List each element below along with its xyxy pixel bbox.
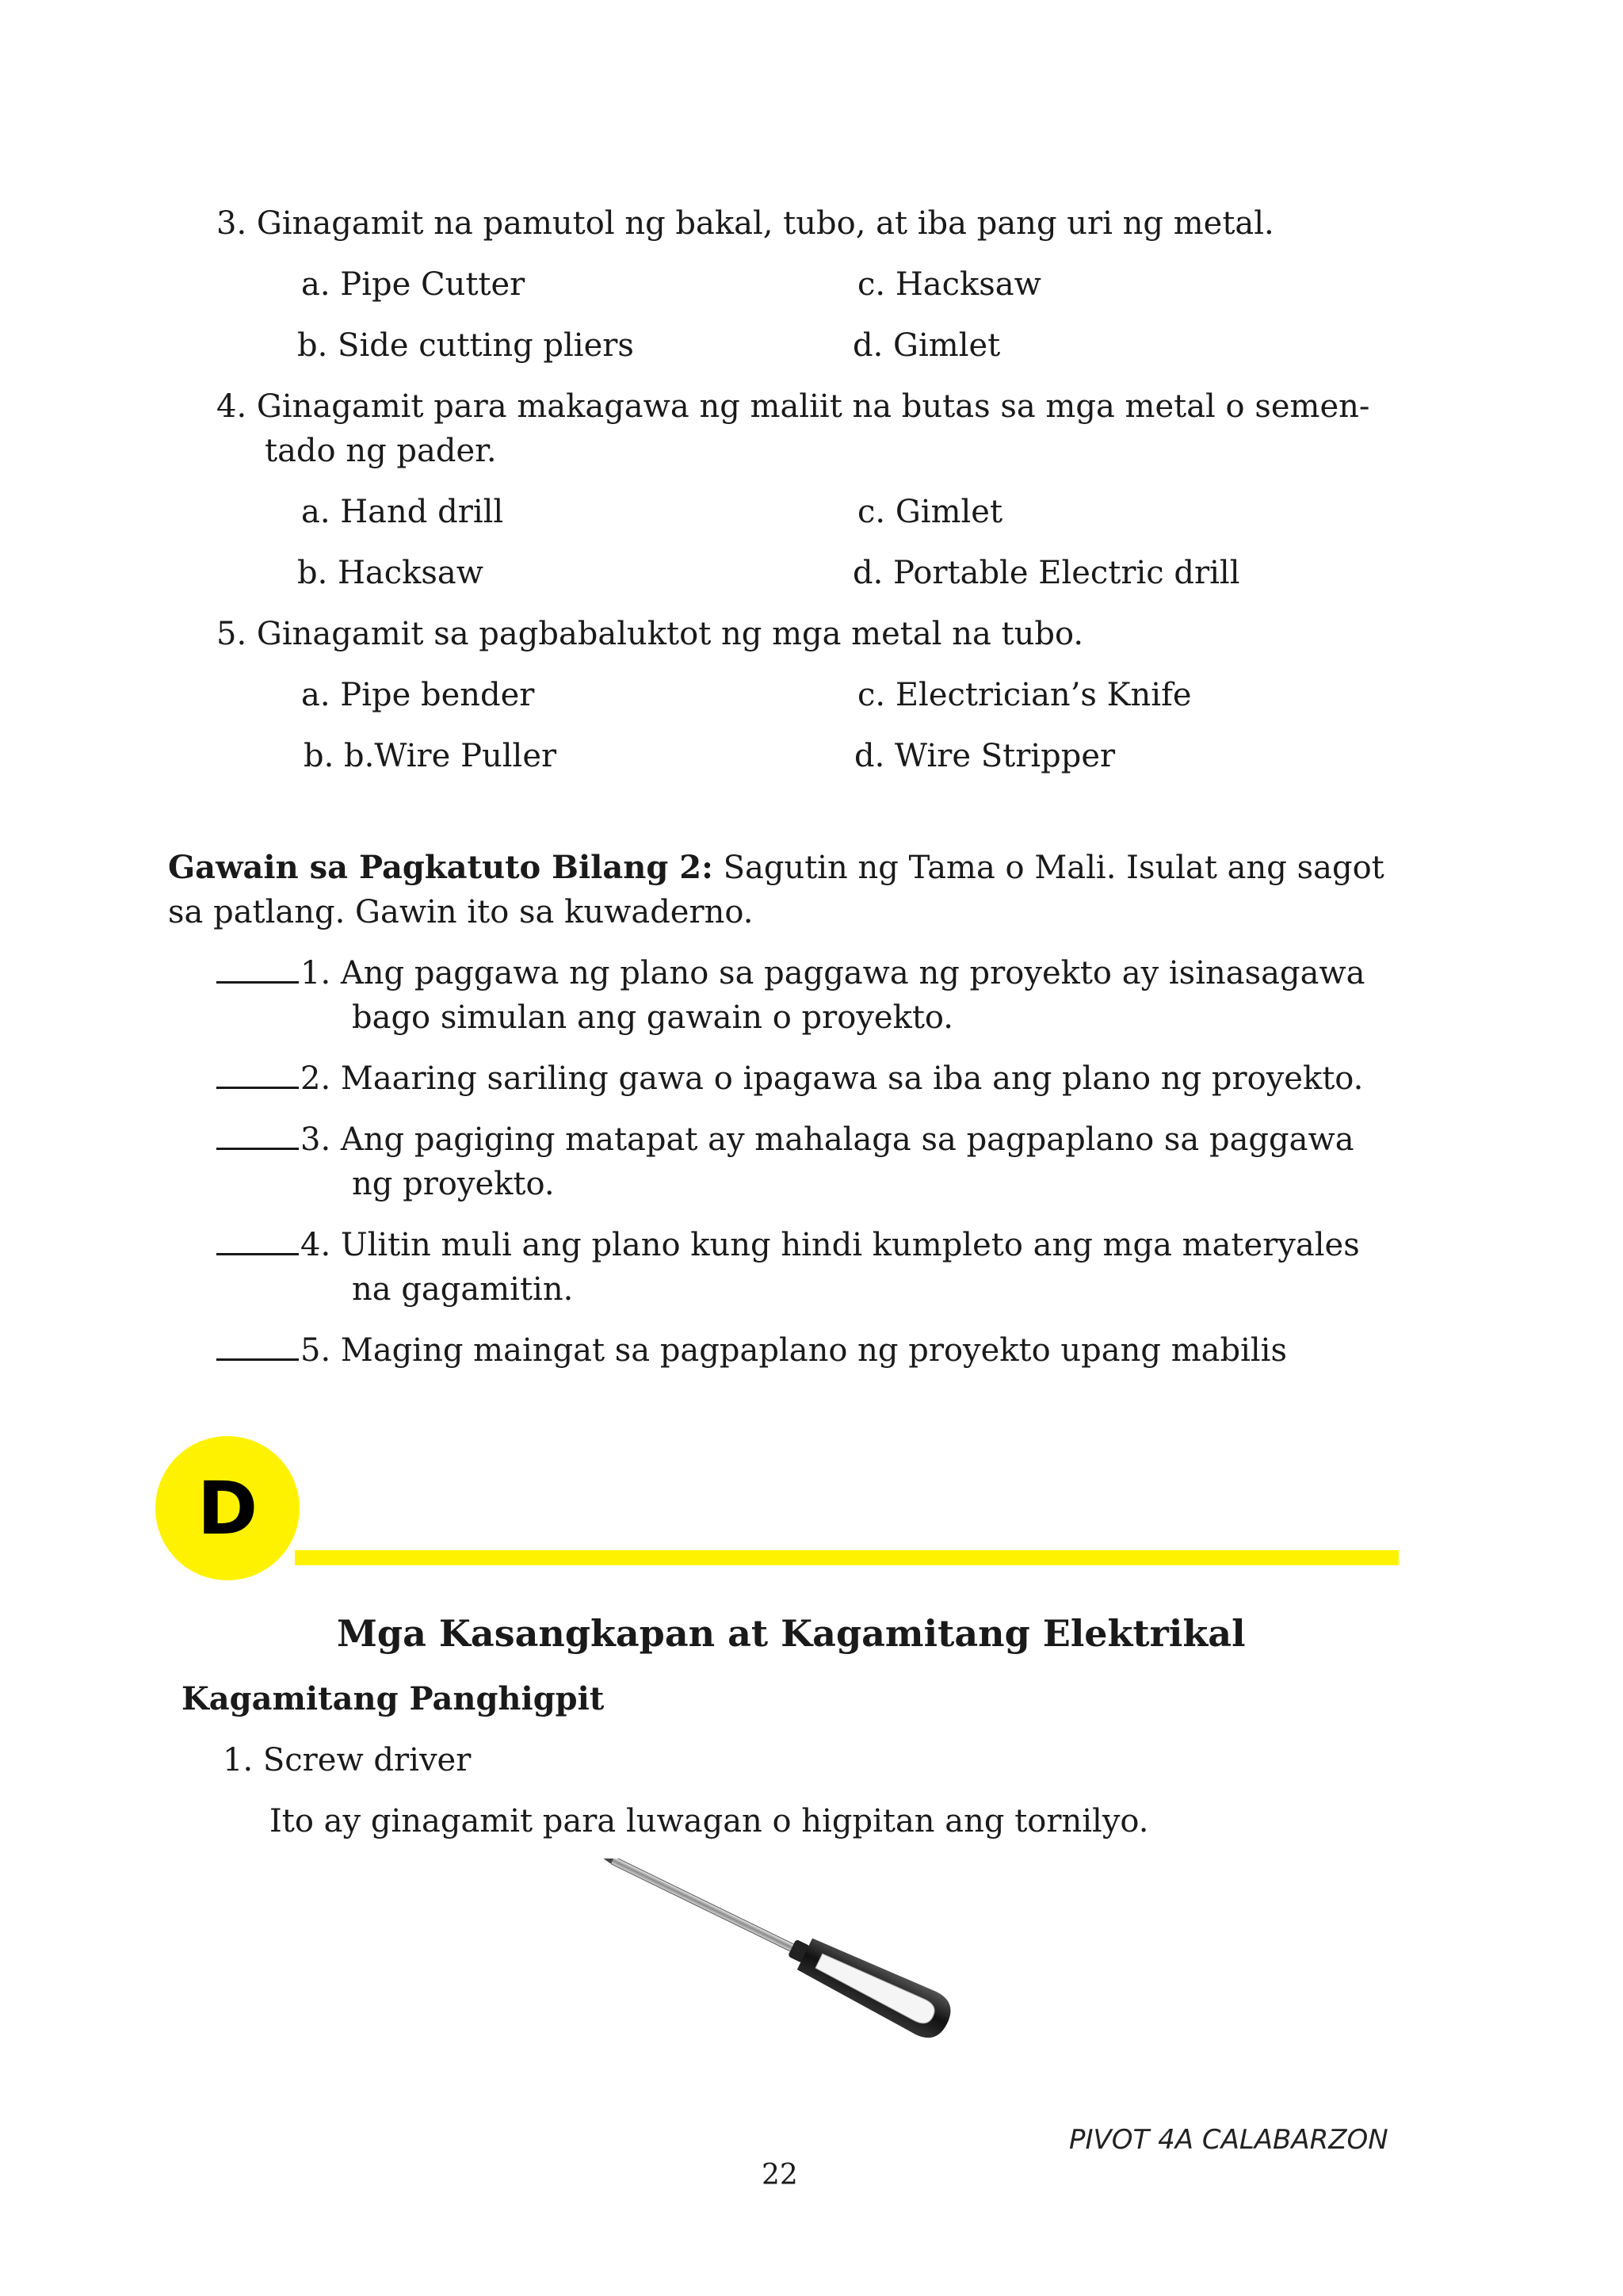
footer-label: PIVOT 4A CALABARZON xyxy=(1069,2124,1388,2156)
tama-mali-item-2 xyxy=(216,1060,1364,1097)
tama-mali-item-1-cont: bago simulan ang gawain o proyekto. xyxy=(352,999,954,1036)
tama-mali-item-4 xyxy=(216,1229,1360,1261)
section-title: Mga Kasangkapan at Kagamitang Elektrikal xyxy=(337,1612,1246,1655)
q5-option-d: d. Wire Stripper xyxy=(854,738,1116,774)
q3-option-b: b. Side cutting pliers xyxy=(297,327,634,364)
section-d-badge: D xyxy=(155,1436,300,1580)
question-4-line1: 4. Ginagamit para makagawa ng maliit na butas sa mga metal o semen- xyxy=(216,388,1370,425)
tama-mali-item-3-cont: ng proyekto. xyxy=(352,1166,555,1202)
tama-mali-item-5 xyxy=(216,1332,1287,1369)
q3-option-c: c. Hacksaw xyxy=(857,266,1041,303)
tool-item-1-description: Ito ay ginagamit para luwagan o higpitan ang tornilyo. xyxy=(269,1803,1149,1839)
tama-mali-item-4-cont: na gagamitin. xyxy=(352,1271,574,1308)
q5-option-c: c. Electrician’s Knife xyxy=(857,677,1192,713)
q5-option-a: a. Pipe bender xyxy=(301,677,535,713)
item-4-text: 4. Ulitin muli ang plano kung hindi kumpleto ang mga materyales xyxy=(300,1227,1360,1263)
q4-option-c: c. Gimlet xyxy=(857,494,1003,530)
q5-option-b: b. b.Wire Puller xyxy=(304,738,557,774)
gawain2-heading-rest: Sagutin ng Tama o Mali. Isulat ang sagot xyxy=(712,850,1384,886)
screwdriver-shaft xyxy=(611,1859,796,1952)
answer-blank[interactable] xyxy=(216,1063,299,1089)
answer-blank[interactable] xyxy=(216,1229,299,1255)
gawain2-heading-bold: Gawain sa Pagkatuto Bilang 2: xyxy=(168,849,713,886)
tama-mali-item-1 xyxy=(216,957,1365,989)
item-5-text: 5. Maging maingat sa pagpaplano ng proyekto upang mabilis xyxy=(300,1332,1287,1369)
tama-mali-item-3 xyxy=(216,1121,1354,1158)
item-1-text: 1. Ang paggawa ng plano sa paggawa ng proyekto ay isinasagawa xyxy=(300,955,1365,991)
q3-option-d: d. Gimlet xyxy=(853,327,1001,364)
gawain2-heading-line2: sa patlang. Gawin ito sa kuwaderno. xyxy=(168,894,754,930)
section-divider-bar xyxy=(295,1550,1399,1565)
answer-blank[interactable] xyxy=(216,957,299,984)
item-2-text: 2. Maaring sariling gawa o ipagawa sa iba ang plano ng proyekto. xyxy=(300,1060,1364,1097)
q4-option-d: d. Portable Electric drill xyxy=(853,555,1240,591)
page-number: 22 xyxy=(762,2159,798,2191)
question-3: 3. Ginagamit na pamutol ng bakal, tubo, at iba pang uri ng metal. xyxy=(216,205,1274,242)
answer-blank[interactable] xyxy=(216,1124,299,1150)
question-4-line2: tado ng pader. xyxy=(265,433,497,469)
screwdriver-image xyxy=(586,1859,1030,2080)
tool-item-1: 1. Screw driver xyxy=(223,1742,472,1778)
q3-option-a: a. Pipe Cutter xyxy=(301,266,525,303)
q4-option-a: a. Hand drill xyxy=(301,494,504,530)
gawain2-heading-line1 xyxy=(168,849,1384,886)
answer-blank[interactable] xyxy=(216,1335,299,1361)
question-5: 5. Ginagamit sa pagbabaluktot ng mga metal na tubo. xyxy=(216,616,1084,652)
subheading: Kagamitang Panghigpit xyxy=(181,1680,605,1717)
q4-option-b: b. Hacksaw xyxy=(297,555,484,591)
item-3-text: 3. Ang pagiging matapat ay mahalaga sa pagpaplano sa paggawa xyxy=(300,1121,1354,1158)
